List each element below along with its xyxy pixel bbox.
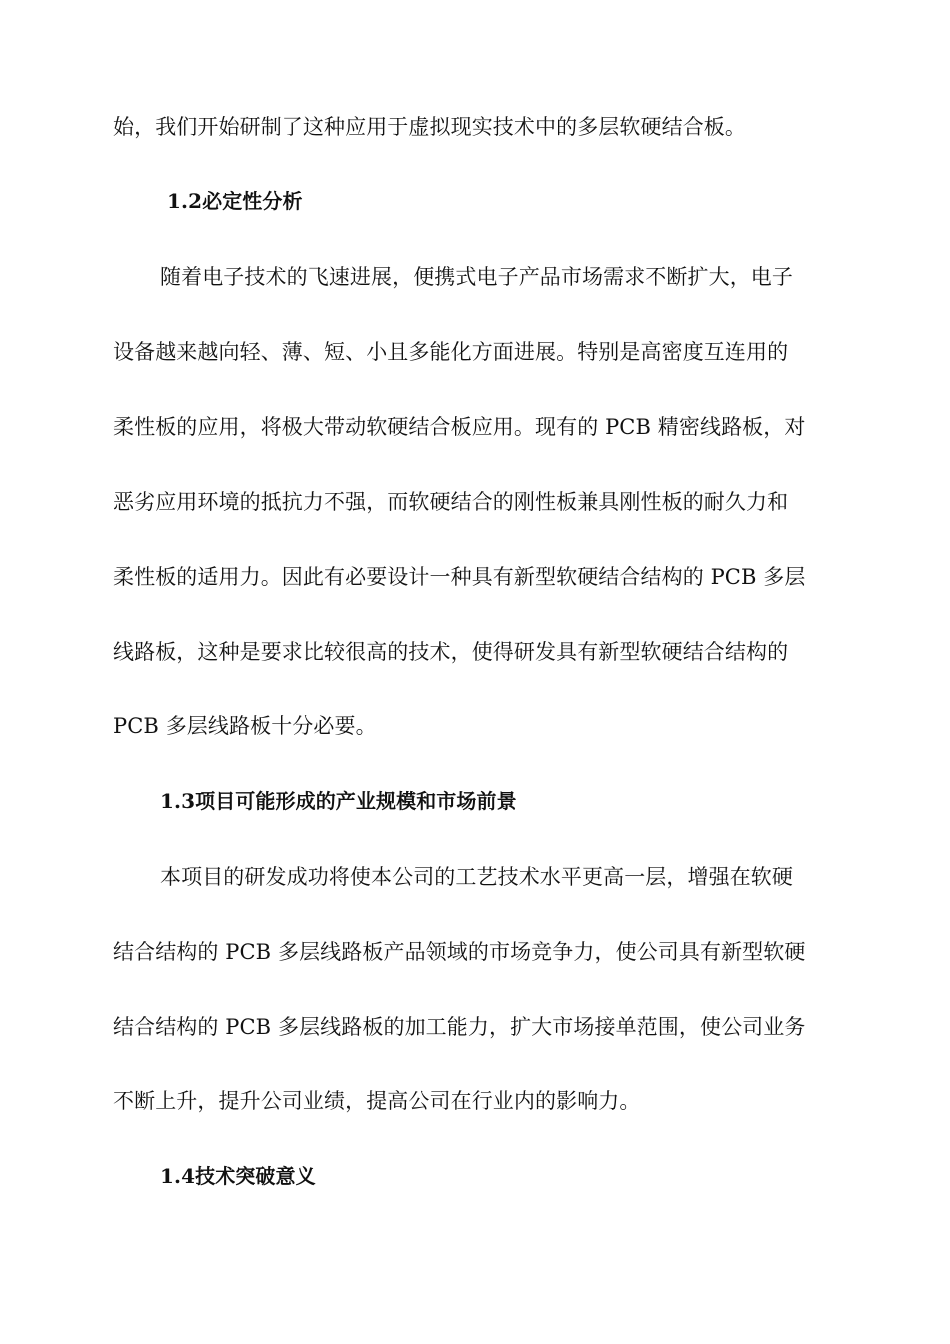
paragraph-line: 设备越来越向轻、薄、短、小且多能化方面进展。特别是高密度互连用的 [113,340,789,364]
paragraph-line: 本项目的研发成功将使本公司的工艺技术水平更高一层，增强在软硬 [160,865,793,889]
paragraph-line: 始，我们开始研制了这种应用于虚拟现实技术中的多层软硬结合板。 [113,115,746,139]
paragraph-line: 柔性板的应用，将极大带动软硬结合板应用。现有的 PCB 精密线路板，对 [113,415,806,439]
paragraph-line: 柔性板的适用力。因此有必要设计一种具有新型软硬结合结构的 PCB 多层 [113,565,806,589]
section-heading-1-2: 1.2必定性分析 [167,189,303,213]
paragraph-line: 结合结构的 PCB 多层线路板的加工能力，扩大市场接单范围，使公司业务 [113,1015,806,1039]
paragraph-line: PCB 多层线路板十分必要。 [113,714,377,738]
section-heading-1-3: 1.3项目可能形成的产业规模和市场前景 [160,789,517,813]
paragraph-line: 线路板，这种是要求比较很高的技术，使得研发具有新型软硬结合结构的 [113,640,789,664]
paragraph-line: 恶劣应用环境的抵抗力不强，而软硬结合的刚性板兼具刚性板的耐久力和 [113,490,789,514]
paragraph-line: 不断上升，提升公司业绩，提高公司在行业内的影响力。 [113,1089,641,1113]
paragraph-line: 随着电子技术的飞速进展，便携式电子产品市场需求不断扩大，电子 [160,265,793,289]
section-heading-1-4: 1.4技术突破意义 [160,1164,316,1188]
paragraph-line: 结合结构的 PCB 多层线路板产品领域的市场竞争力，使公司具有新型软硬 [113,940,806,964]
